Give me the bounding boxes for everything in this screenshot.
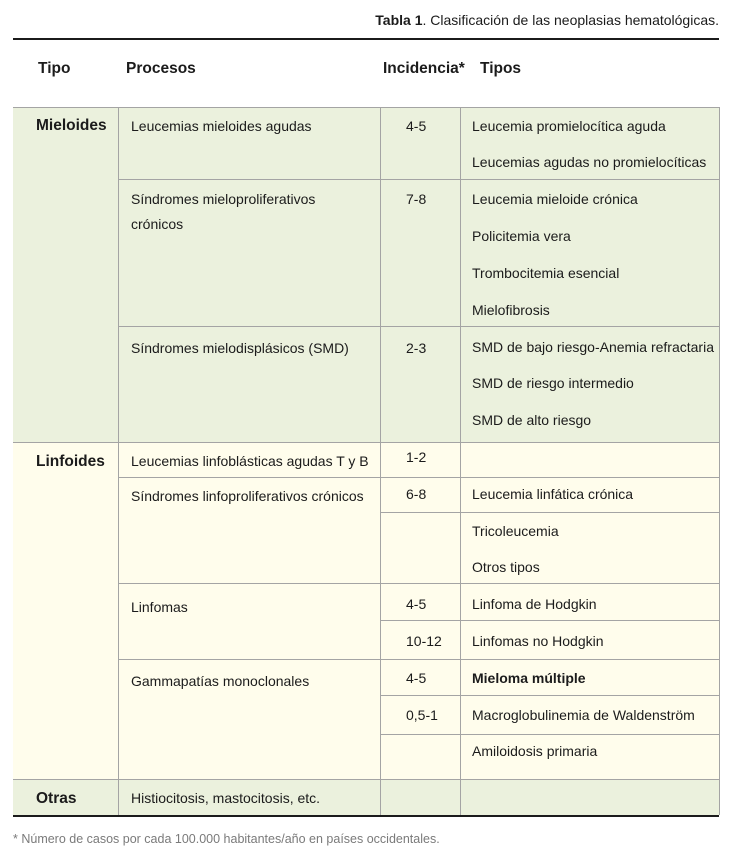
- incidencia-cell: 4-5: [406, 670, 427, 686]
- incidencia-cell: 10-12: [406, 633, 442, 649]
- tipo-cell: Mielofibrosis: [472, 302, 550, 318]
- header-incidencia: Incidencia*: [383, 60, 465, 77]
- group-label-otras: Otras: [36, 790, 77, 807]
- grid-line: [380, 734, 719, 735]
- tipo-cell: Macroglobulinemia de Waldenström: [472, 707, 695, 723]
- incidencia-cell: 4-5: [406, 596, 427, 612]
- proceso-cell: Leucemias linfoblásticas agudas T y B: [131, 453, 369, 469]
- tipo-cell: SMD de bajo riesgo-Anemia refractaria: [472, 339, 714, 355]
- tipo-cell: Leucemia promielocítica aguda: [472, 118, 666, 134]
- tipo-cell: Mieloma múltiple: [472, 670, 586, 686]
- proceso-cell: Síndromes mielodisplásicos (SMD): [131, 340, 349, 356]
- proceso-cell: Síndromes linfoproliferativos crónicos: [131, 488, 364, 504]
- grid-line: [380, 695, 719, 696]
- grid-column-line: [380, 107, 381, 815]
- tipo-cell: Tricoleucemia: [472, 523, 559, 539]
- table-top-rule: [13, 38, 719, 40]
- grid-line: [118, 179, 719, 180]
- proceso-cell: Linfomas: [131, 599, 188, 615]
- table-caption: [375, 12, 719, 28]
- grid-column-line: [460, 107, 461, 815]
- tipo-cell: Linfoma de Hodgkin: [472, 596, 597, 612]
- proceso-cell: Gammapatías monoclonales: [131, 673, 310, 689]
- tipo-cell: SMD de alto riesgo: [472, 412, 592, 428]
- footnote: * Número de casos por cada 100.000 habitantes/año en países occidentales.: [13, 832, 440, 846]
- proceso-cell: Histiocitosis, mastocitosis, etc.: [131, 790, 321, 806]
- incidencia-cell: 4-5: [406, 118, 427, 134]
- group-label-linfoides: Linfoides: [36, 453, 105, 470]
- caption-label: Tabla 1: [375, 12, 423, 28]
- grid-line: [380, 512, 719, 513]
- tipo-cell: Amiloidosis primaria: [472, 743, 598, 759]
- table-bottom-rule: [13, 815, 719, 817]
- proceso-cell: Leucemias mieloides agudas: [131, 118, 312, 134]
- header-procesos: Procesos: [126, 60, 196, 77]
- grid-line: [118, 326, 719, 327]
- grid-line: [380, 620, 719, 621]
- incidencia-cell: 0,5-1: [406, 707, 438, 723]
- grid-column-line: [118, 107, 119, 815]
- tipo-cell: Policitemia vera: [472, 228, 571, 244]
- proceso-cell: Síndromes mieloproliferativos: [131, 191, 316, 207]
- incidencia-cell: 7-8: [406, 191, 427, 207]
- grid-line: [118, 659, 719, 660]
- header-tipos: Tipos: [480, 60, 522, 77]
- incidencia-cell: 1-2: [406, 449, 427, 465]
- header-tipo: Tipo: [38, 60, 71, 77]
- tipo-cell: Trombocitemia esencial: [472, 265, 620, 281]
- tipo-cell: Leucemias agudas no promielocíticas: [472, 154, 707, 170]
- tipo-cell: Leucemia mieloide crónica: [472, 191, 638, 207]
- incidencia-cell: 2-3: [406, 340, 427, 356]
- proceso-cell: crónicos: [131, 216, 184, 232]
- caption-text: . Clasificación de las neoplasias hematológicas.: [422, 12, 719, 28]
- grid-column-line: [719, 107, 720, 815]
- incidencia-cell: 6-8: [406, 486, 427, 502]
- grid-line: [118, 583, 719, 584]
- tipo-cell: Leucemia linfática crónica: [472, 486, 634, 502]
- tipo-cell: Otros tipos: [472, 559, 540, 575]
- tipo-cell: SMD de riesgo intermedio: [472, 375, 634, 391]
- grid-line: [118, 477, 719, 478]
- tipo-cell: Linfomas no Hodgkin: [472, 633, 604, 649]
- group-label-mieloides: Mieloides: [36, 117, 107, 134]
